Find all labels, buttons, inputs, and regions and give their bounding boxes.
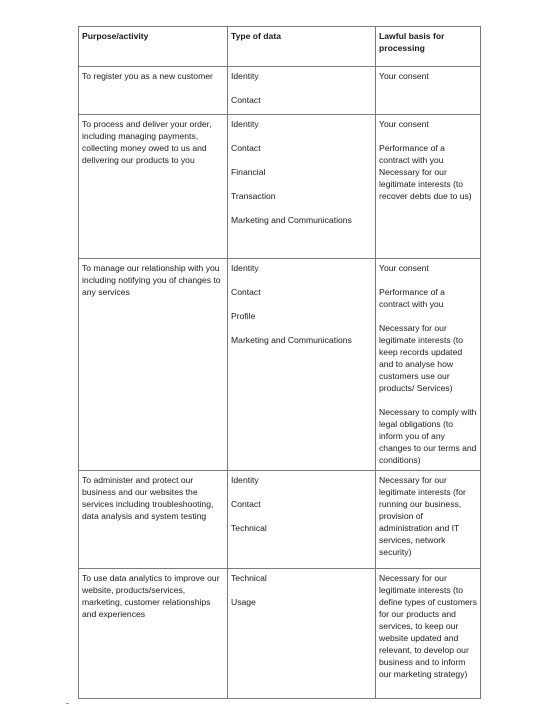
data-type-item: Contact	[231, 287, 261, 297]
lawful-basis-item: Your consent	[379, 119, 429, 129]
lawful-basis-item: Necessary for our legitimate interests (to define types of customers for our products and services, to keep our website updated and relevant, to develop our business and to inform our marketing strategy)	[379, 573, 477, 679]
type-of-data-cell	[228, 67, 376, 115]
lawful-basis-item: Necessary for our legitimate interests (for running our business, provision of administration and IT services, network security)	[379, 475, 466, 557]
page-mark	[66, 703, 69, 704]
lawful-basis-item: Your consent	[379, 263, 429, 273]
data-type-item: Transaction	[231, 191, 276, 201]
data-type-item: Identity	[231, 119, 259, 129]
type-of-data-cell	[228, 569, 376, 699]
data-type-item: Identity	[231, 475, 259, 485]
data-type-item: Technical	[231, 573, 267, 583]
table-row	[79, 115, 481, 259]
lawful-basis-item: Necessary to comply with legal obligations (to inform you of any changes to our terms and conditions)	[379, 407, 477, 465]
data-type-item: Financial	[231, 167, 266, 177]
data-type-item: Technical	[231, 523, 267, 533]
header-row	[79, 27, 481, 67]
type-of-data-cell	[228, 115, 376, 259]
data-type-item: Usage	[231, 597, 256, 607]
purpose-cell: To administer and protect our business and our websites the services including troubleshooting, data analysis and system testing	[79, 471, 228, 569]
table-body	[79, 67, 481, 699]
lawful-basis-cell	[376, 67, 481, 115]
data-type-item: Identity	[231, 263, 259, 273]
purpose-cell: To use data analytics to improve our website, products/services, marketing, customer relationships and experiences	[79, 569, 228, 699]
type-of-data-cell	[228, 259, 376, 471]
data-type-item: Marketing and Communications	[231, 335, 352, 345]
table-header	[79, 27, 481, 67]
lawful-basis-cell	[376, 569, 481, 699]
lawful-basis-cell	[376, 115, 481, 259]
table-row	[79, 471, 481, 569]
data-type-item: Contact	[231, 95, 261, 105]
data-type-item: Contact	[231, 143, 261, 153]
lawful-basis-item: Your consent	[379, 71, 429, 81]
lawful-basis-item: Necessary for our legitimate interests (to keep records updated and to analyse how customers use our products/ Services)	[379, 323, 464, 393]
lawful-basis-item: Performance of a contract with you	[379, 287, 445, 309]
lawful-basis-cell	[376, 471, 481, 569]
header-purpose: Purpose/activity	[79, 27, 228, 67]
data-type-item: Marketing and Communications	[231, 215, 352, 225]
header-lawful-basis: Lawful basis for processing	[376, 27, 481, 67]
data-type-item: Contact	[231, 499, 261, 509]
purpose-cell: To manage our relationship with you including notifying you of changes to any services	[79, 259, 228, 471]
purpose-cell: To register you as a new customer	[79, 67, 228, 115]
lawful-basis-item: Performance of a contract with you Necessary for our legitimate interests (to recover debts due to us)	[379, 143, 472, 201]
lawful-basis-cell	[376, 259, 481, 471]
purpose-cell: To process and deliver your order, including managing payments, collecting money owed to us and delivering our products to you	[79, 115, 228, 259]
table-row	[79, 569, 481, 699]
lawful-basis-table	[78, 26, 481, 699]
type-of-data-cell	[228, 471, 376, 569]
table-row	[79, 259, 481, 471]
data-type-item: Identity	[231, 71, 259, 81]
data-type-item: Profile	[231, 311, 256, 321]
table-row	[79, 67, 481, 115]
header-type-of-data: Type of data	[228, 27, 376, 67]
